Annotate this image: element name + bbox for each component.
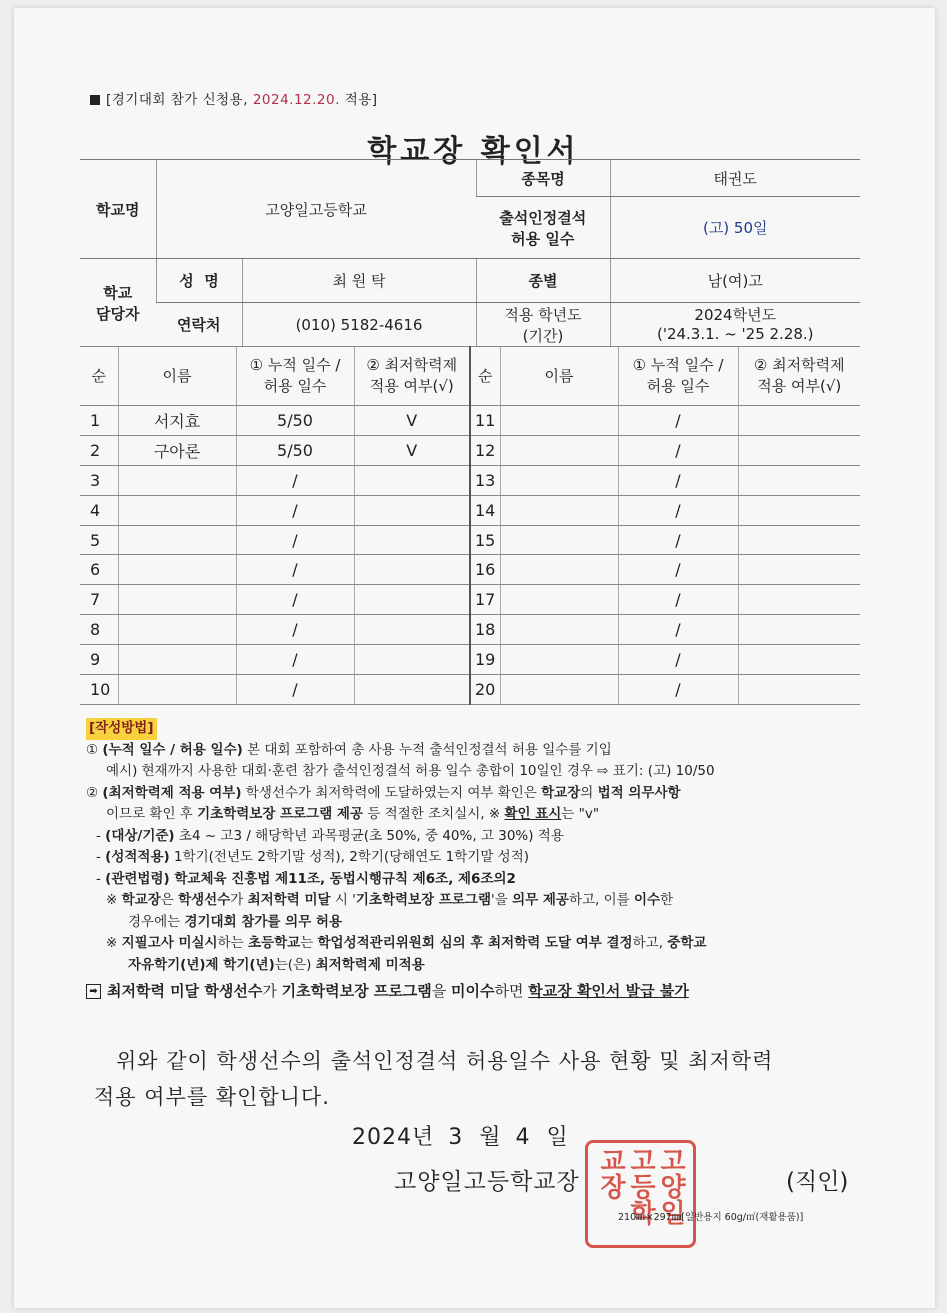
allowed-days-label: 출석인정결석 허용 일수 [476, 197, 610, 259]
student-name [500, 525, 618, 555]
student-name: 서지효 [118, 406, 236, 436]
table-row [80, 406, 860, 436]
min-academic-check [354, 615, 470, 645]
name-value: 최 원 탁 [242, 259, 476, 303]
row-number: 10 [80, 675, 118, 705]
method-note-2: ※ 지필고사 미실시하는 초등학교는 학업성적관리위원회 심의 후 최저학력 도달 여부 결정하고, 중학교 [106, 935, 707, 951]
col-min-header-2: ② 최저학력제 적용 여부(√) [738, 347, 860, 406]
allowed-days-value: (고) 50일 [610, 197, 860, 259]
method-note-2-line2: 자유학기(년)제 학기(년)는(은) 최저학력제 미적용 [128, 956, 425, 973]
min-academic-check [354, 525, 470, 555]
event-value: 태권도 [610, 160, 860, 197]
student-name [500, 435, 618, 465]
min-academic-check [738, 525, 860, 555]
row-number: 4 [80, 495, 118, 525]
document-title: 학교장 확인서 [367, 134, 580, 169]
school-label: 학교명 [80, 160, 156, 259]
min-academic-check [354, 585, 470, 615]
method-dash-law: - (관련법령) 학교체육 진흥법 제11조, 동법시행규칙 제6조, 제6조의2 [96, 870, 516, 887]
cumulative-days: / [618, 675, 738, 705]
min-academic-check: V [354, 406, 470, 436]
cumulative-days: / [618, 525, 738, 555]
student-name [118, 525, 236, 555]
student-name [500, 645, 618, 675]
min-academic-check [738, 465, 860, 495]
table-row [80, 465, 860, 495]
student-name [500, 675, 618, 705]
official-seal-stamp: 고양일고등학교장 [585, 1140, 696, 1248]
row-number: 3 [80, 465, 118, 495]
student-name [118, 645, 236, 675]
row-number: 19 [470, 645, 500, 675]
table-row [80, 435, 860, 465]
info-table [80, 159, 860, 347]
cumulative-days: / [618, 435, 738, 465]
cumulative-days: / [618, 645, 738, 675]
row-number: 13 [470, 465, 500, 495]
student-name: 구아론 [118, 435, 236, 465]
table-row [80, 525, 860, 555]
cumulative-days: / [236, 675, 354, 705]
min-academic-check [354, 495, 470, 525]
cumulative-days: 5/50 [236, 406, 354, 436]
student-name [500, 615, 618, 645]
min-academic-check [738, 645, 860, 675]
min-academic-check [738, 675, 860, 705]
confirm-date: 2024년 3 월 4 일 [352, 1125, 569, 1150]
method-dash-target: - (대상/기준) 초4 ~ 고3 / 해당학년 과목평균(초 50%, 중 40%, 고 30%) 적용 [96, 827, 564, 844]
year-value: 2024학년도 ('24.3.1. ~ '25 2.28.) [610, 303, 860, 347]
method-note-1: ※ 학교장은 학생선수가 최저학력 미달 시 '기초학력보장 프로그램'을 의무 제공하고, 이를 이수한 [106, 892, 674, 908]
cumulative-days: / [236, 525, 354, 555]
confirmation-text: 위와 같이 학생선수의 출석인정결석 허용일수 사용 현황 및 최저학력 적용 여부를 확인합니다. [94, 1049, 774, 1109]
col-days-header-2: ① 누적 일수 / 허용 일수 [618, 347, 738, 406]
min-academic-check [354, 645, 470, 675]
student-name [500, 555, 618, 585]
contact-label: 연락처 [156, 303, 242, 347]
table-row [80, 585, 860, 615]
row-number: 9 [80, 645, 118, 675]
cumulative-days: / [236, 615, 354, 645]
student-table [80, 346, 860, 705]
min-academic-check [738, 585, 860, 615]
official-seal-label: (직인) [786, 1169, 849, 1195]
contact-value: (010) 5182-4616 [242, 303, 476, 347]
row-number: 17 [470, 585, 500, 615]
cumulative-days: / [618, 585, 738, 615]
gender-label: 종별 [476, 259, 610, 303]
header-note-suffix: 적용] [339, 92, 378, 108]
col-no-header: 순 [80, 347, 118, 406]
table-row [80, 675, 860, 705]
student-name [118, 465, 236, 495]
min-academic-check [738, 615, 860, 645]
student-name [118, 495, 236, 525]
gender-value: 남(여)고 [610, 259, 860, 303]
row-number: 8 [80, 615, 118, 645]
min-academic-check [354, 465, 470, 495]
col-name-header-2: 이름 [500, 347, 618, 406]
row-number: 1 [80, 406, 118, 436]
cumulative-days: / [618, 495, 738, 525]
method-dash-grades: - (성적적용) 1학기(전년도 2학기말 성적), 2학기(당해연도 1학기말 성적) [96, 849, 530, 865]
method-item-1: ① (누적 일수 / 허용 일수) 본 대회 포함하여 총 사용 누적 출석인정결석 허용 일수를 기입 [86, 741, 612, 758]
writing-method-tag: [작성방법] [86, 718, 157, 740]
student-name [118, 615, 236, 645]
student-name [118, 585, 236, 615]
student-name [500, 495, 618, 525]
col-no-header-2: 순 [470, 347, 500, 406]
cumulative-days: / [618, 555, 738, 585]
manager-label: 학교 담당자 [80, 259, 156, 347]
table-row [80, 615, 860, 645]
header-note-date: 2024.12.20. [252, 92, 340, 108]
student-name [500, 585, 618, 615]
cumulative-days: / [236, 495, 354, 525]
row-number: 16 [470, 555, 500, 585]
arrow-box-icon: ➡ [86, 984, 101, 999]
row-number: 12 [470, 435, 500, 465]
min-academic-check [354, 555, 470, 585]
method-item-2: ② (최저학력제 적용 여부) 학생선수가 최저학력에 도달하였는지 여부 확인은 학교장의 법적 의무사항 [86, 784, 681, 801]
cumulative-days: / [236, 585, 354, 615]
cumulative-days: 5/50 [236, 435, 354, 465]
row-number: 7 [80, 585, 118, 615]
cumulative-days: / [236, 555, 354, 585]
row-number: 6 [80, 555, 118, 585]
row-number: 18 [470, 615, 500, 645]
min-academic-check [738, 555, 860, 585]
min-academic-check: V [354, 435, 470, 465]
col-min-header: ② 최저학력제 적용 여부(√) [354, 347, 470, 406]
method-item-2-line2: 이므로 확인 후 기초학력보장 프로그램 제공 등 적절한 조치실시, ※ 확인 표시는 "v" [106, 806, 600, 822]
table-row [80, 495, 860, 525]
square-bullet-icon [90, 95, 100, 105]
student-name [500, 406, 618, 436]
cumulative-days: / [236, 645, 354, 675]
row-number: 5 [80, 525, 118, 555]
cumulative-days: / [236, 465, 354, 495]
method-note-1-line2: 경우에는 경기대회 참가를 의무 허용 [128, 913, 343, 930]
row-number: 14 [470, 495, 500, 525]
table-row [80, 645, 860, 675]
student-name [500, 465, 618, 495]
student-name [118, 675, 236, 705]
row-number: 15 [470, 525, 500, 555]
table-row [80, 555, 860, 585]
writing-method [86, 718, 876, 1003]
school-principal-sign: 고양일고등학교장 [394, 1169, 580, 1195]
year-label: 적용 학년도 (기간) [476, 303, 610, 347]
min-academic-check [738, 406, 860, 436]
min-academic-check [738, 495, 860, 525]
cumulative-days: / [618, 406, 738, 436]
student-name [118, 555, 236, 585]
min-academic-check [354, 675, 470, 705]
method-item-1-example: 예시) 현재까지 사용한 대회·훈련 참가 출석인정결석 허용 일수 총합이 10일인 경우 ⇨ 표기: (고) 10/50 [106, 763, 715, 779]
name-label: 성 명 [156, 259, 242, 303]
header-note [90, 88, 378, 108]
cumulative-days: / [618, 615, 738, 645]
school-value: 고양일고등학교 [156, 160, 476, 259]
col-days-header: ① 누적 일수 / 허용 일수 [236, 347, 354, 406]
min-academic-check [738, 435, 860, 465]
method-warning: ➡ 최저학력 미달 학생선수가 기초학력보장 프로그램을 미이수하면 학교장 확인서 발급 불가 [86, 981, 876, 1003]
cumulative-days: / [618, 465, 738, 495]
paper-spec-note: 210㎜×297㎜[일반용지 60g/㎡(재활용품)] [618, 1212, 804, 1223]
row-number: 2 [80, 435, 118, 465]
row-number: 20 [470, 675, 500, 705]
col-name-header: 이름 [118, 347, 236, 406]
row-number: 11 [470, 406, 500, 436]
event-label: 종목명 [476, 160, 610, 197]
header-note-prefix: [경기대회 참가 신청용, [106, 92, 253, 108]
